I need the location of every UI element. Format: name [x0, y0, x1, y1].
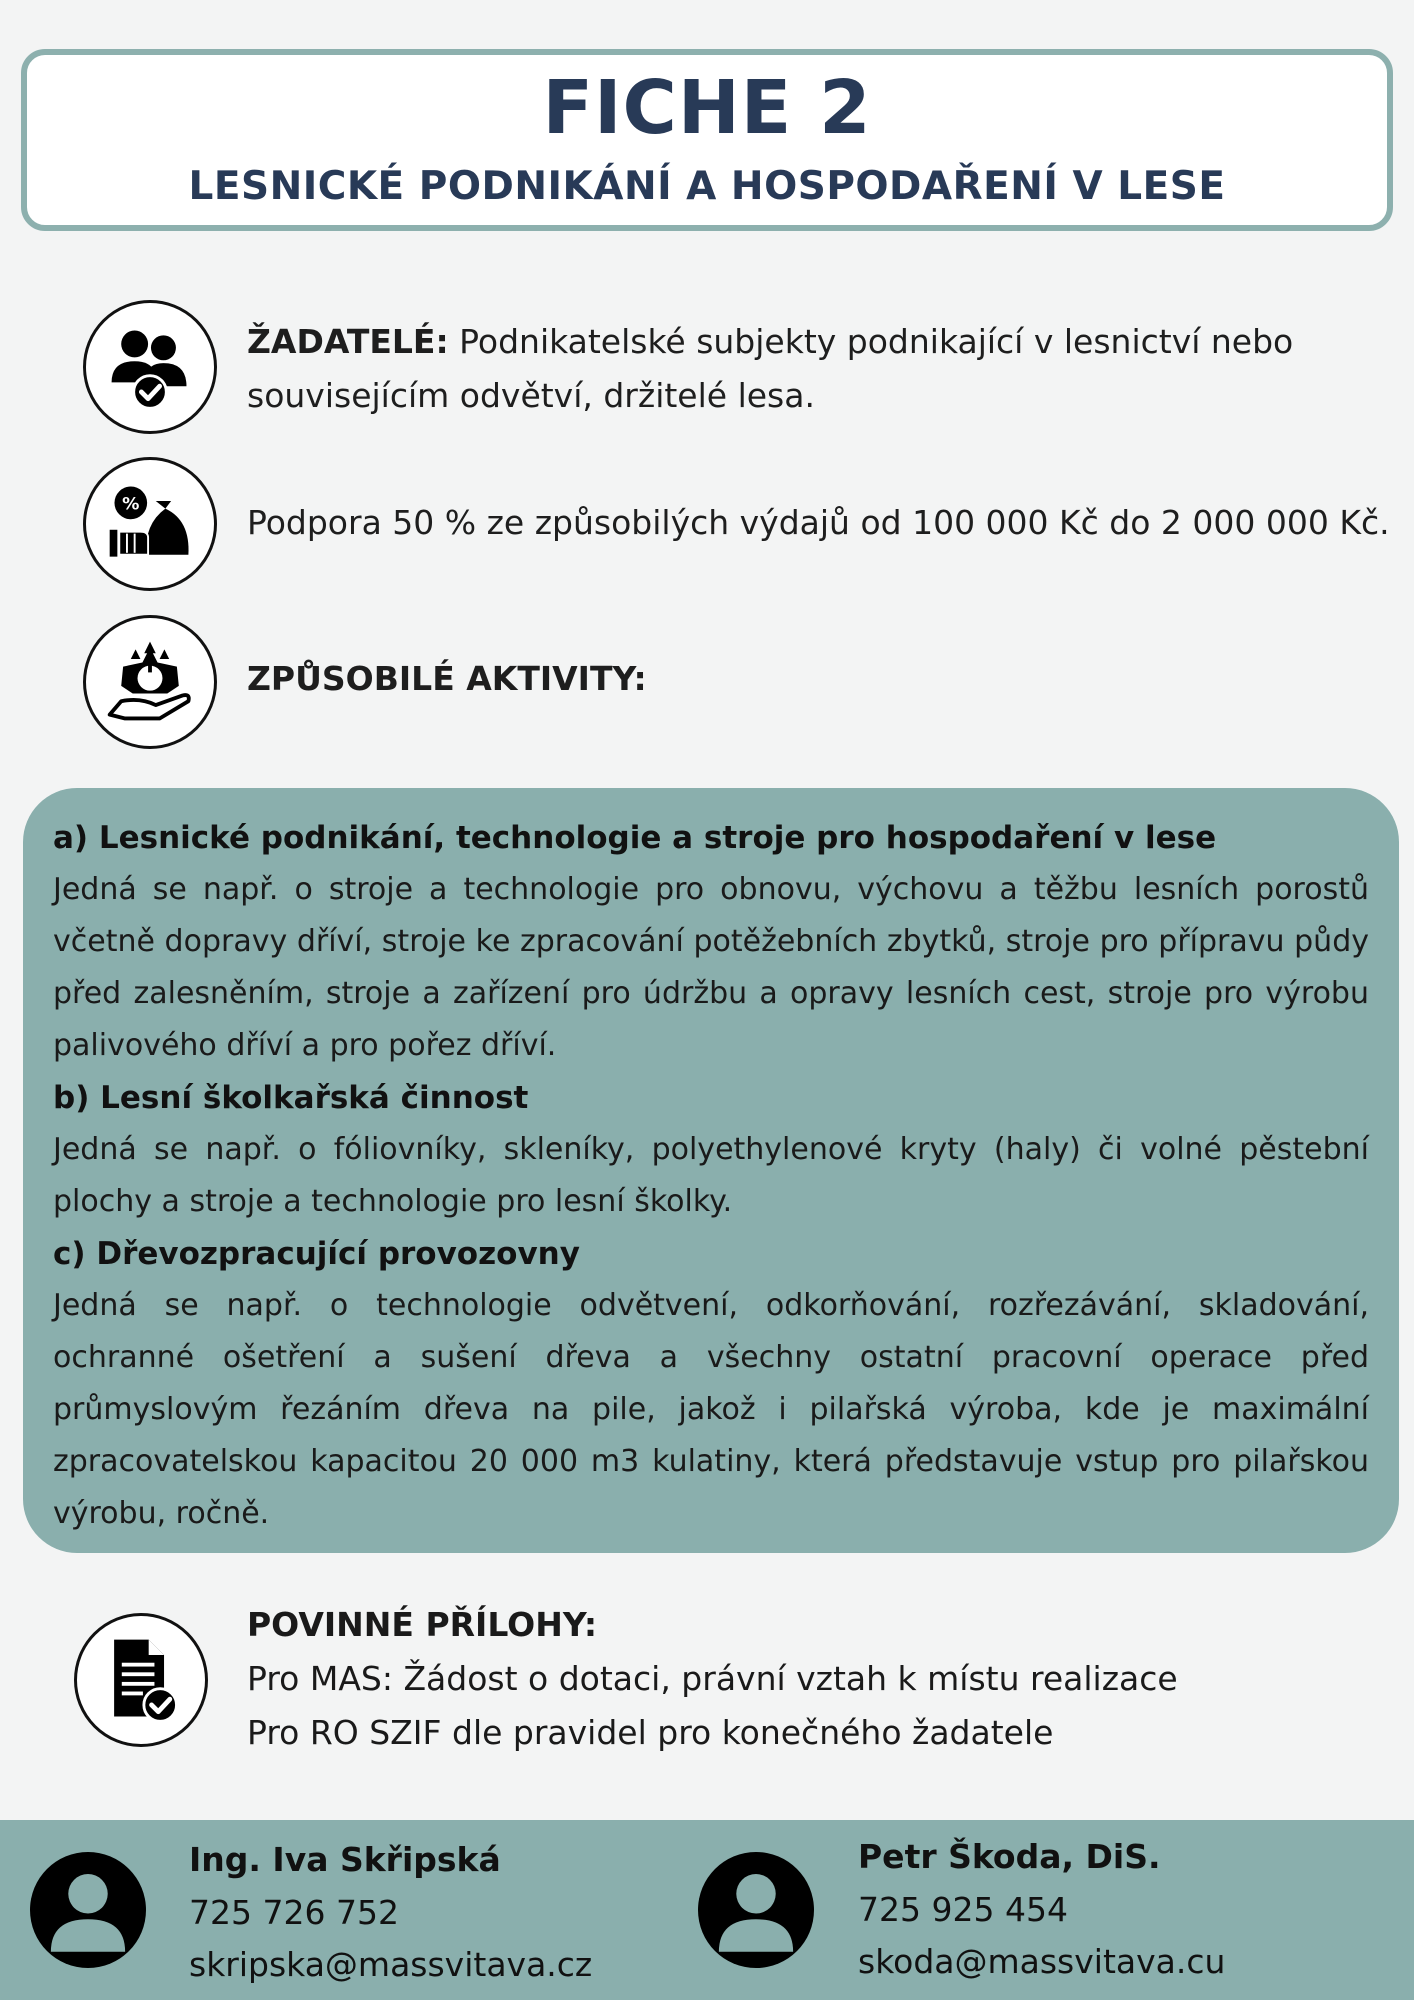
contact-2-name: Petr Škoda, DiS.: [858, 1837, 1161, 1876]
attachments-line-1: Pro MAS: Žádost o dotaci, právní vztah k místu realizace: [247, 1659, 1178, 1698]
activity-heading-b: b) Lesní školkařská činnost: [53, 1080, 529, 1116]
footer-contacts: [0, 1820, 1414, 2000]
attachments-title: POVINNÉ PŘÍLOHY:: [247, 1605, 598, 1644]
attachments-line-2: Pro RO SZIF dle pravidel pro konečného žadatele: [247, 1713, 1054, 1752]
money-bag-percent-icon: [83, 457, 217, 591]
activity-heading-c: c) Dřevozpracující provozovny: [53, 1236, 580, 1272]
avatar-icon: [30, 1852, 146, 1968]
contact-2-phone: 725 925 454: [858, 1890, 1068, 1929]
page-title: FICHE 2: [542, 65, 872, 151]
activities-panel: [23, 788, 1399, 1553]
activity-text-b: Jedná se např. o fóliovníky, skleníky, polyethylenové kryty (haly) či volné pěstební plochy a stroje a technologie pro lesní školky.: [53, 1132, 1369, 1219]
activity-text-a: Jedná se např. o stroje a technologie pro obnovu, výchovu a těžbu lesních porostů včetně dopravy dříví, stroje ke zpracování potěžebních zbytků, stroje pro přípravu půdy před zalesněním, stroje a zařízení pro údržbu a opravy lesních cest, stroje pro výrobu palivového dříví a pro pořez dříví.: [53, 872, 1369, 1063]
applicants-text: [247, 315, 1293, 423]
activity-text-c: Jedná se např. o technologie odvětvení, odkorňování, rozřezávání, skladování, ochranné ošetření a sušení dřeva a všechny ostatní pracovní operace před průmyslovým řezáním dřeva na pile, jakož i pilařská výroba, kde je maximální zpracovatelskou kapacitou 20 000 m3 kulatiny, která představuje vstup pro pilařskou výrobu, ročně.: [53, 1288, 1369, 1531]
avatar-icon: [698, 1852, 814, 1968]
applicants-text-line1: Podnikatelské subjekty podnikající v lesnictví nebo: [448, 322, 1294, 361]
contact-1-name: Ing. Iva Skřipská: [189, 1840, 501, 1879]
header-box: [21, 49, 1393, 231]
page-subtitle: LESNICKÉ PODNIKÁNÍ A HOSPODAŘENÍ V LESE: [188, 164, 1226, 209]
svg-text:%: %: [122, 494, 140, 515]
document-check-icon: [74, 1613, 208, 1747]
activity-heading-a: a) Lesnické podnikání, technologie a stroje pro hospodaření v lese: [53, 820, 1217, 856]
contact-1-phone: 725 726 752: [189, 1893, 399, 1932]
support-text: Podpora 50 % ze způsobilých výdajů od 100 000 Kč do 2 000 000 Kč.: [247, 503, 1390, 542]
applicants-text-line2: souvisejícím odvětví, držitelé lesa.: [247, 376, 815, 415]
users-check-icon: [83, 300, 217, 434]
contact-1-email: skripska@massvitava.cz: [189, 1945, 593, 1984]
contact-2-email: skoda@massvitava.cu: [858, 1942, 1226, 1981]
forest-gear-hand-icon: [83, 615, 217, 749]
eligible-label: ZPŮSOBILÉ AKTIVITY:: [247, 659, 647, 698]
applicants-label: ŽADATELÉ:: [247, 322, 449, 361]
